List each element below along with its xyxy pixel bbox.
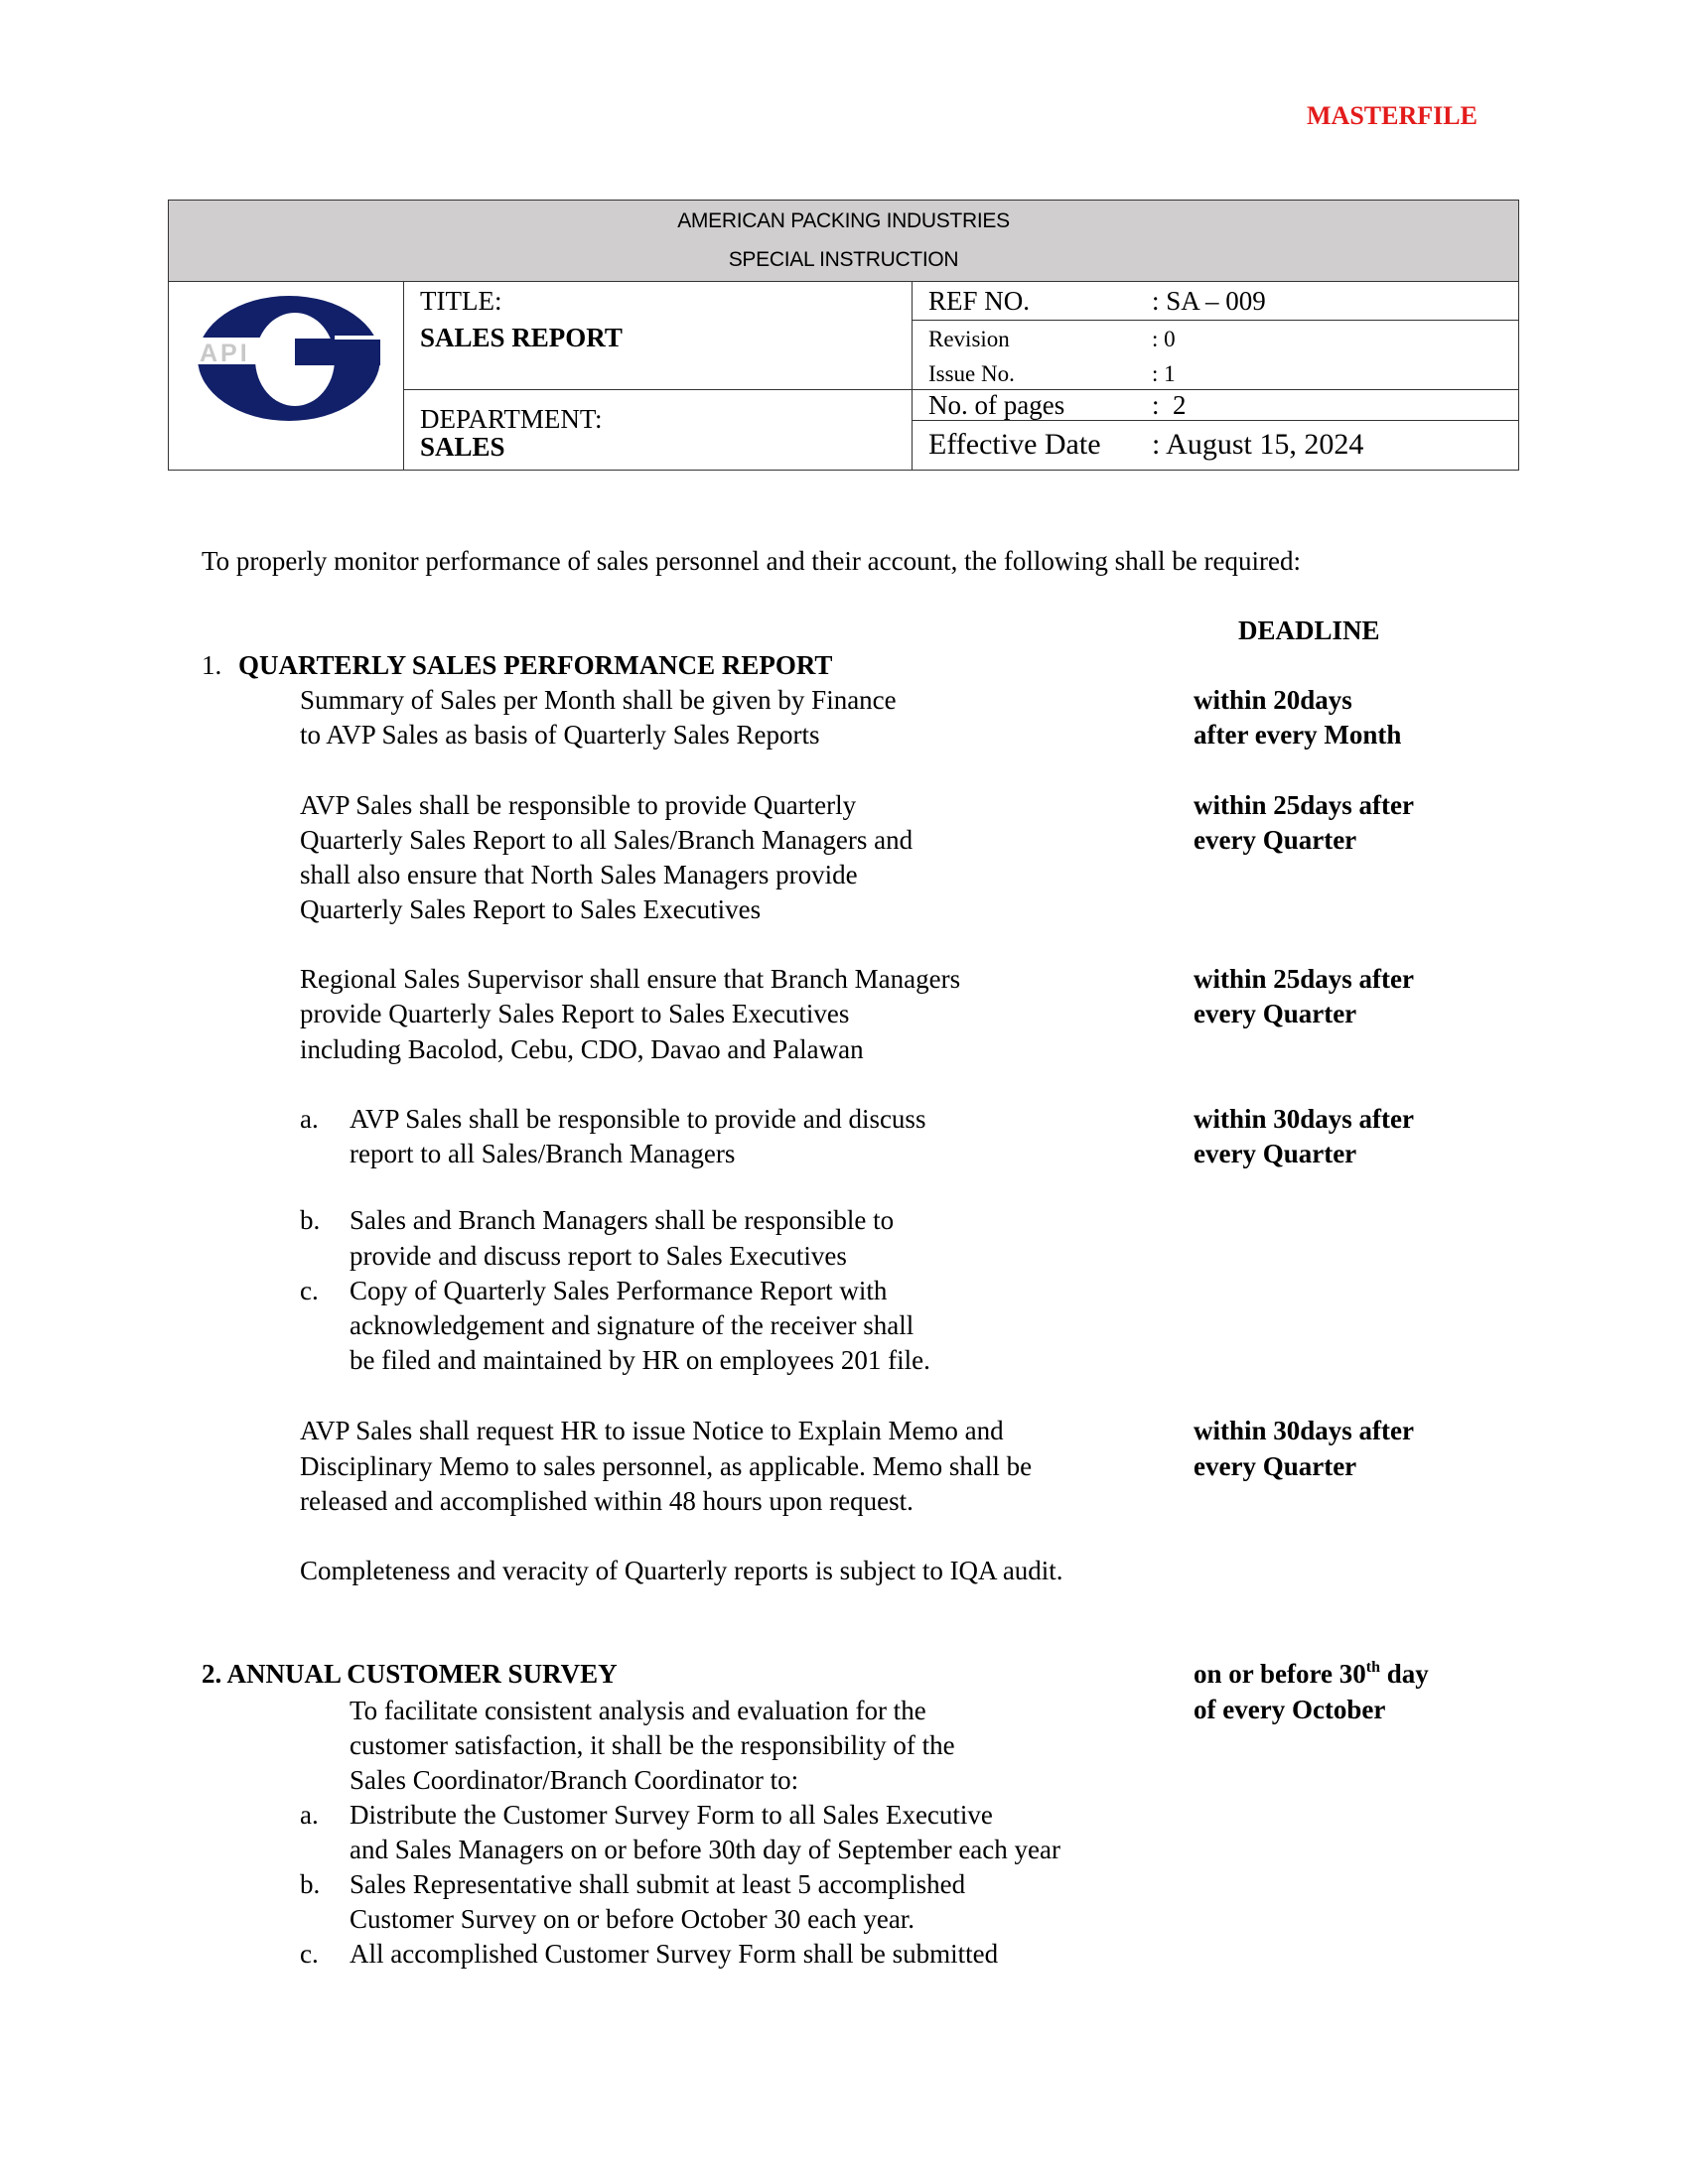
ref-no-label: REF NO.: [928, 286, 1031, 316]
pages-value: : 2: [1152, 390, 1187, 420]
list-marker: c.: [300, 1276, 319, 1305]
section-1-number: 1.: [202, 650, 222, 680]
deadline-text: within 25days after: [1194, 964, 1414, 994]
list-item-line: All accomplished Customer Survey Form shall be submitted: [350, 1939, 999, 1969]
logo-g-bar: [295, 339, 380, 365]
list-item-line: acknowledgement and signature of the receiver shall: [350, 1310, 914, 1340]
deadline-text: every Quarter: [1194, 999, 1357, 1028]
effective-date-value: : August 15, 2024: [1152, 428, 1364, 461]
audit-note: Completeness and veracity of Quarterly reports is subject to IQA audit.: [300, 1556, 1063, 1585]
divider: [912, 320, 1518, 321]
revision-value: : 0: [1152, 327, 1176, 351]
title-label: TITLE:: [420, 286, 502, 316]
department-value: SALES: [420, 432, 505, 462]
para-line: To facilitate consistent analysis and evaluation for the: [350, 1696, 926, 1725]
para-line: provide Quarterly Sales Report to Sales Executives: [300, 999, 850, 1028]
list-item-line: report to all Sales/Branch Managers: [350, 1139, 736, 1168]
para-line: AVP Sales shall request HR to issue Notice to Explain Memo and: [300, 1416, 1004, 1445]
list-item-line: AVP Sales shall be responsible to provide and discuss: [350, 1104, 926, 1134]
list-item-line: Copy of Quarterly Sales Performance Report with: [350, 1276, 888, 1305]
department-label: DEPARTMENT:: [420, 404, 603, 434]
ordinal-suffix: th: [1365, 1659, 1380, 1676]
list-marker: a.: [300, 1104, 319, 1134]
deadline-text: after every Month: [1194, 720, 1402, 750]
list-item-line: be filed and maintained by HR on employees 201 file.: [350, 1345, 930, 1375]
para-line: Regional Sales Supervisor shall ensure that Branch Managers: [300, 964, 961, 994]
title-value: SALES REPORT: [420, 323, 623, 352]
para-line: Quarterly Sales Report to all Sales/Branch Managers and: [300, 825, 914, 855]
masterfile-stamp: MASTERFILE: [1307, 101, 1477, 130]
issue-no-label: Issue No.: [928, 361, 1015, 386]
list-item-line: Sales Representative shall submit at least 5 accomplished: [350, 1869, 966, 1899]
intro-text: To properly monitor performance of sales personnel and their account, the following shall be required:: [202, 546, 1301, 576]
list-item-line: Customer Survey on or before October 30 each year.: [350, 1904, 915, 1934]
divider: [403, 281, 404, 470]
deadline-text: every Quarter: [1194, 1451, 1357, 1481]
document-type: SPECIAL INSTRUCTION: [728, 248, 959, 271]
section-2-title: 2. ANNUAL CUSTOMER SURVEY: [202, 1659, 618, 1689]
deadline-text: within 25days after: [1194, 790, 1414, 820]
para-line: released and accomplished within 48 hours upon request.: [300, 1486, 914, 1516]
list-item-line: Distribute the Customer Survey Form to all Sales Executive: [350, 1800, 993, 1830]
list-marker: b.: [300, 1869, 321, 1899]
deadline-text: within 30days after: [1194, 1104, 1414, 1134]
para-line: including Bacolod, Cebu, CDO, Davao and Palawan: [300, 1034, 864, 1064]
effective-date-label: Effective Date: [928, 428, 1101, 461]
api-logo: [198, 296, 380, 421]
para-line: shall also ensure that North Sales Managers provide: [300, 860, 858, 889]
deadline-header: DEADLINE: [1238, 615, 1380, 645]
list-item-line: Sales and Branch Managers shall be responsible to: [350, 1205, 895, 1235]
para-line: customer satisfaction, it shall be the responsibility of the: [350, 1730, 955, 1760]
para-line: Quarterly Sales Report to Sales Executives: [300, 894, 762, 924]
list-item-line: provide and discuss report to Sales Executives: [350, 1241, 847, 1271]
section-1-title: QUARTERLY SALES PERFORMANCE REPORT: [238, 650, 833, 680]
logo-api-text: API: [200, 340, 250, 367]
list-marker: a.: [300, 1800, 319, 1830]
deadline-text: every Quarter: [1194, 825, 1357, 855]
divider: [912, 420, 1518, 421]
para-line: Disciplinary Memo to sales personnel, as applicable. Memo shall be: [300, 1451, 1033, 1481]
deadline-text: [1194, 1658, 1429, 1690]
pages-label: No. of pages: [928, 390, 1065, 420]
deadline-suffix: day: [1379, 1659, 1429, 1689]
para-line: to AVP Sales as basis of Quarterly Sales Reports: [300, 720, 820, 750]
deadline-text: of every October: [1194, 1695, 1386, 1724]
divider: [912, 281, 913, 470]
list-marker: b.: [300, 1205, 321, 1235]
para-line: Sales Coordinator/Branch Coordinator to:: [350, 1765, 799, 1795]
header-banner: [169, 201, 1518, 282]
ref-no-value: : SA – 009: [1152, 286, 1266, 316]
list-marker: c.: [300, 1939, 319, 1969]
deadline-text: within 30days after: [1194, 1416, 1414, 1445]
issue-no-value: : 1: [1152, 361, 1176, 386]
deadline-text: every Quarter: [1194, 1139, 1357, 1168]
logo-g-gap: [335, 336, 380, 340]
deadline-prefix: on or before 30: [1194, 1659, 1366, 1689]
para-line: AVP Sales shall be responsible to provide Quarterly: [300, 790, 857, 820]
para-line: Summary of Sales per Month shall be given by Finance: [300, 685, 897, 715]
list-item-line: and Sales Managers on or before 30th day of September each year: [350, 1835, 1060, 1864]
company-name: AMERICAN PACKING INDUSTRIES: [677, 209, 1010, 232]
revision-label: Revision: [928, 327, 1010, 351]
deadline-text: within 20days: [1194, 685, 1352, 715]
